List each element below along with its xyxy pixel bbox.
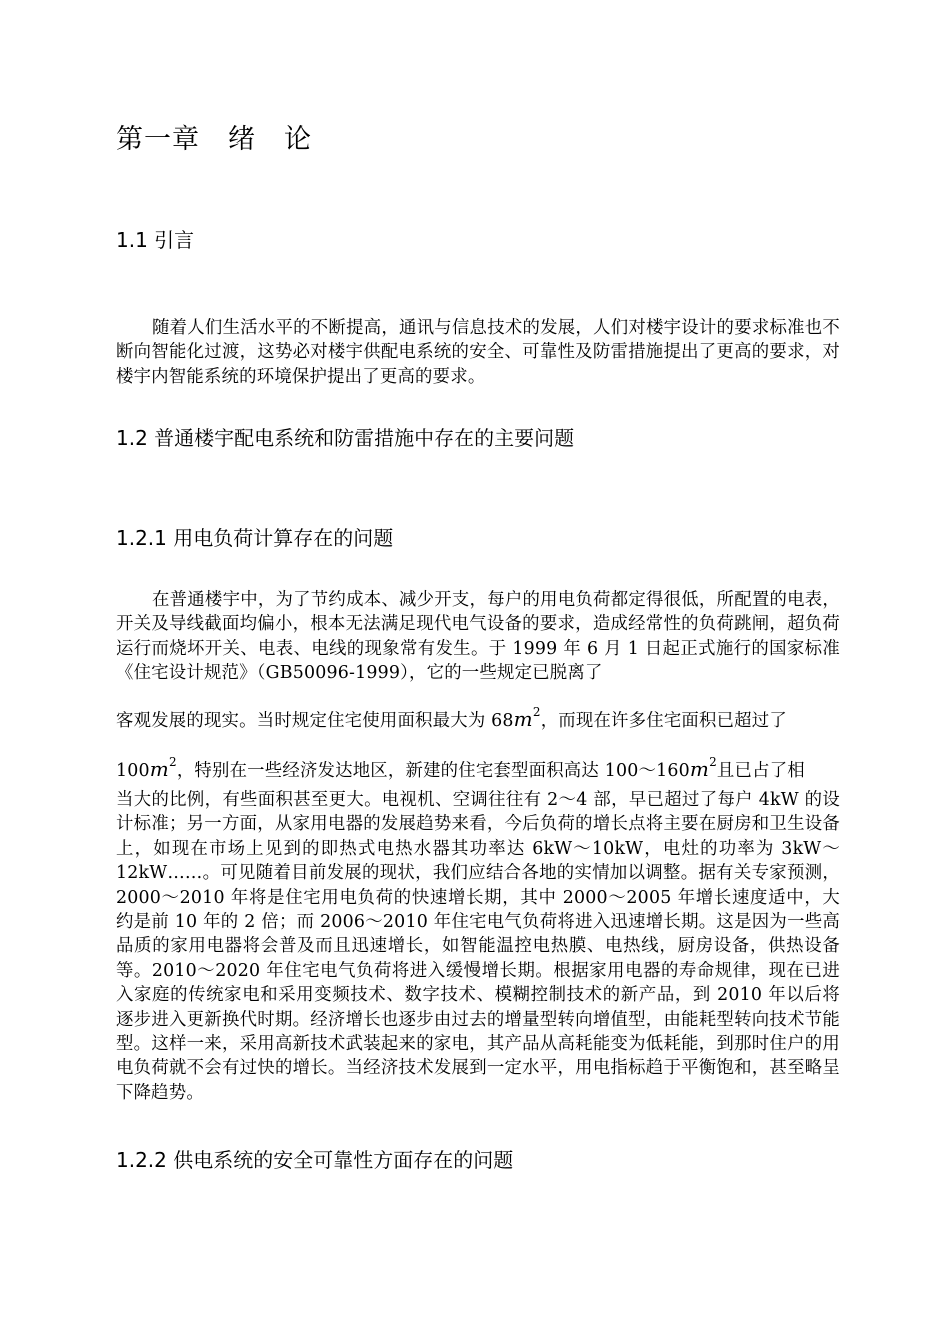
section-heading-1-2-2: 1.2.2 供电系统的安全可靠性方面存在的问题 <box>116 1148 514 1172</box>
area-text-after: ，而现在许多住宅面积已超过了 <box>540 711 787 731</box>
load-paragraph-part-2: 当大的比例，有些面积甚至更大。电视机、空调往往有 2～4 部，早已超过了每户 4kW 的设计标准；另一方面，从家用电器的发展趋势来看，今后负荷的增长点将主要在厨房和卫生设备上，如现在市场上见到的即热式电热水器其功率达 6kW～10kW，电灶的功率为 3kW～12kW……。可见随着目前发展的现状，我们应结合各地的实情加以调整。据有关专家预测，2000～2010 年将是住宅用电负荷的快速增长期，其中 2000～2005 年增长速度适中，大约是前 10 年的 2 倍；而 2006～2010 年住宅电气负荷将进入迅速增长期。这是因为一些高品质的家用电器将会普及而且迅速增长，如智能温控电热膜、电热线，厨房设备，供热设备等。2010～2020 年住宅电气负荷将进入缓慢增长期。根据家用电器的寿命规律，现在已进入家庭的传统家电和采用变频技术、数字技术、模糊控制技术的新产品，到 2010 年以后将逐步进入更新换代时期。经济增长也逐步由过去的增量型转向增值型，由能耗型转向技术节能型。这样一来，采用高新技术武装起来的家电，其产品从高耗能变为低耗能，到那时住户的用电负荷就不会有过快的增长。当经济技术发展到一定水平，用电指标趋于平衡饱和，甚至略呈下降趋势。 <box>116 790 840 1103</box>
area2-unit-exponent-first: 2 <box>168 755 177 769</box>
area2-unit-letter-second: m <box>689 757 710 781</box>
load-paragraph-area-line-2 <box>116 750 840 783</box>
area-text-before: 客观发展的现实。当时规定住宅使用面积最大为 68 <box>116 711 514 731</box>
chapter-title: 第一章 绪 论 <box>116 124 312 155</box>
section-heading-1-2-1: 1.2.1 用电负荷计算存在的问题 <box>116 526 394 550</box>
area2-text-before: 100 <box>116 761 150 781</box>
area2-unit-letter-first: m <box>149 757 169 781</box>
area2-unit-exponent-second: 2 <box>709 755 717 769</box>
intro-paragraph: 随着人们生活水平的不断提高，通讯与信息技术的发展，人们对楼宇设计的要求标准也不断向智能化过渡，这势必对楼宇供配电系统的安全、可靠性及防雷措施提出了更高的要求，对楼宇内智能系统的环境保护提出了更高的要求。 <box>116 318 840 387</box>
section-heading-1-1: 1.1 引言 <box>116 228 195 252</box>
area2-text-middle: ，特别在一些经济发达地区，新建的住宅套型面积高达 100～160 <box>176 761 690 781</box>
section-heading-1-2: 1.2 普通楼宇配电系统和防雷措施中存在的主要问题 <box>116 426 575 450</box>
area-unit <box>514 707 541 731</box>
area2-unit-second <box>690 757 717 781</box>
load-paragraph-part-1: 在普通楼宇中，为了节约成本、减少开支，每户的用电负荷都定得很低，所配置的电表，开关及导线截面均偏小，根本无法满足现代电气设备的要求，造成经常性的负荷跳闸，超负荷运行而烧坏开关、电表、电线的现象常有发生。于 1999 年 6 月 1 日起正式施行的国家标准《住宅设计规范》（GB50096-1999），它的一些规定已脱离了 <box>116 590 840 684</box>
area-unit-exponent: 2 <box>532 705 541 719</box>
area-unit-letter: m <box>513 707 533 731</box>
area2-unit-first <box>150 757 177 781</box>
area2-text-after: 且已占了相 <box>716 761 805 781</box>
load-paragraph-area-line-1 <box>116 700 840 733</box>
